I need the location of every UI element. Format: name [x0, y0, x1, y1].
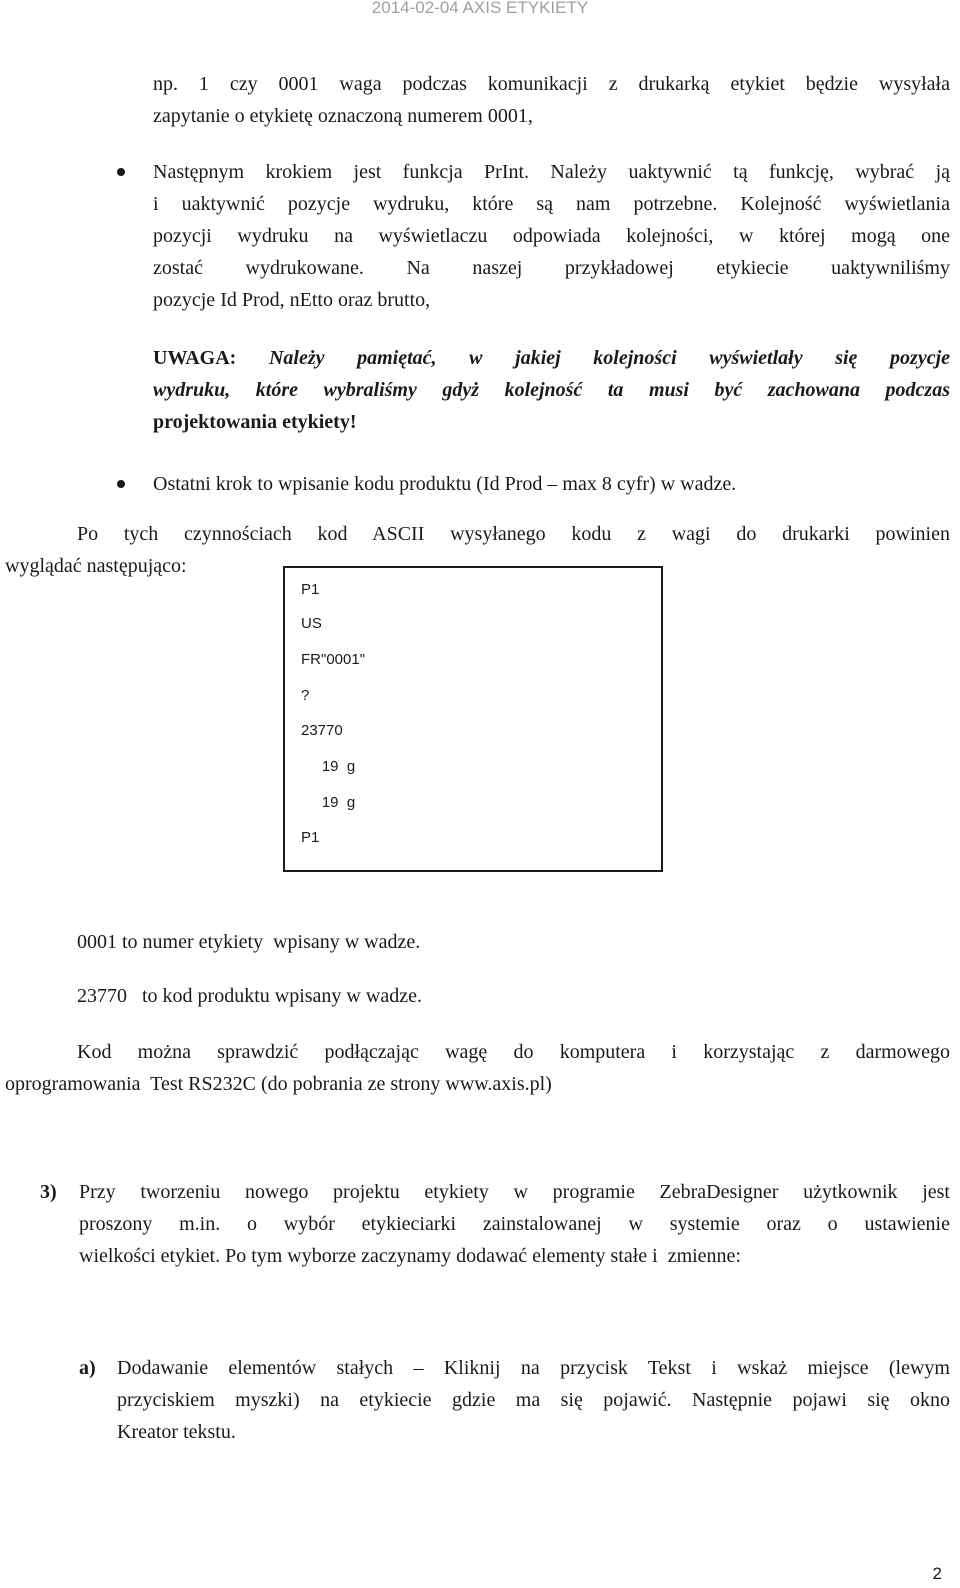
page-header: 2014-02-04 AXIS ETYKIETY: [371, 0, 589, 17]
note-check-line: Kod można sprawdzić podłączając wagę do komputera i korzystając z darmowego: [77, 1041, 950, 1063]
section-3-line: Przy tworzeniu nowego projektu etykiety w programie ZebraDesigner użytkownik jest: [79, 1181, 950, 1203]
warning-line: projektowania etykiety!: [153, 411, 357, 433]
intro-paragraph: [153, 68, 950, 132]
code-line: P1: [301, 829, 320, 846]
note-check-line: oprogramowania Test RS232C (do pobrania ze strony www.axis.pl): [5, 1073, 552, 1095]
section-a-marker: a): [79, 1357, 96, 1379]
warning-label: UWAGA:: [153, 347, 237, 369]
section-a-paragraph: [117, 1352, 950, 1448]
intro-line: np. 1 czy 0001 waga podczas komunikacji z drukarką etykiet będzie wysyłała: [153, 73, 950, 95]
page-number: 2: [932, 1564, 942, 1583]
warning-line: [153, 342, 950, 374]
section-a-line: Kreator tekstu.: [117, 1421, 236, 1443]
section-3-marker: 3): [40, 1181, 57, 1203]
warning-line: wydruku, które wybraliśmy gdyż kolejność ta musi być zachowana podczas: [153, 379, 950, 401]
warning-paragraph: [153, 342, 950, 438]
section-a-line: Dodawanie elementów stałych – Kliknij na przycisk Tekst i wskaż miejsce (lewym: [117, 1357, 950, 1379]
section-a-line: przyciskiem myszki) na etykiecie gdzie ma się pojawić. Następnie pojawi się okno: [117, 1389, 950, 1411]
note-label-number: 0001 to numer etykiety wpisany w wadze.: [77, 931, 421, 953]
bullet-line: i uaktywnić pozycje wydruku, które są nam potrzebne. Kolejność wyświetlania: [153, 193, 950, 215]
warning-text: Należy pamiętać, w jakiej kolejności wyświetlały się pozycje: [268, 347, 951, 369]
bullet-line: pozycji wydruku na wyświetlaczu odpowiada kolejności, w której mogą one: [153, 225, 950, 247]
code-line: 19 g: [301, 794, 356, 811]
section-3-line: proszony m.in. o wybór etykieciarki zainstalowanej w systemie oraz o ustawienie: [79, 1213, 950, 1235]
code-line: P1: [301, 581, 320, 598]
bullet-line-product-code: Ostatni krok to wpisanie kodu produktu (Id Prod – max 8 cyfr) w wadze.: [153, 473, 737, 495]
code-line: 23770: [301, 722, 343, 739]
bullet-line: zostać wydrukowane. Na naszej przykładowej etykiecie uaktywniliśmy: [153, 257, 950, 279]
note-product-code: 23770 to kod produktu wpisany w wadze.: [77, 985, 422, 1007]
bullet-dot: [117, 480, 125, 488]
code-line: US: [301, 615, 322, 632]
section-3-line: wielkości etykiet. Po tym wyborze zaczynamy dodawać elementy stałe i zmienne:: [79, 1245, 741, 1267]
bullet-dot: [117, 168, 125, 176]
bullet-line: Następnym krokiem jest funkcja PrInt. Należy uaktywnić tą funkcję, wybrać ją: [153, 161, 950, 183]
ascii-intro-line: Po tych czynnościach kod ASCII wysyłanego kodu z wagi do drukarki powinien: [77, 523, 950, 545]
ascii-code-box: [283, 566, 663, 872]
intro-line: zapytanie o etykietę oznaczoną numerem 0001,: [153, 105, 533, 127]
bullet-line: pozycje Id Prod, nEtto oraz brutto,: [153, 289, 431, 311]
section-3-paragraph: [79, 1176, 950, 1272]
code-line: ?: [301, 687, 310, 704]
bullet-paragraph-print: [153, 156, 950, 316]
code-line: 19 g: [301, 758, 356, 775]
ascii-intro-line: wyglądać następująco:: [5, 555, 187, 577]
code-line: FR"0001": [301, 651, 366, 668]
